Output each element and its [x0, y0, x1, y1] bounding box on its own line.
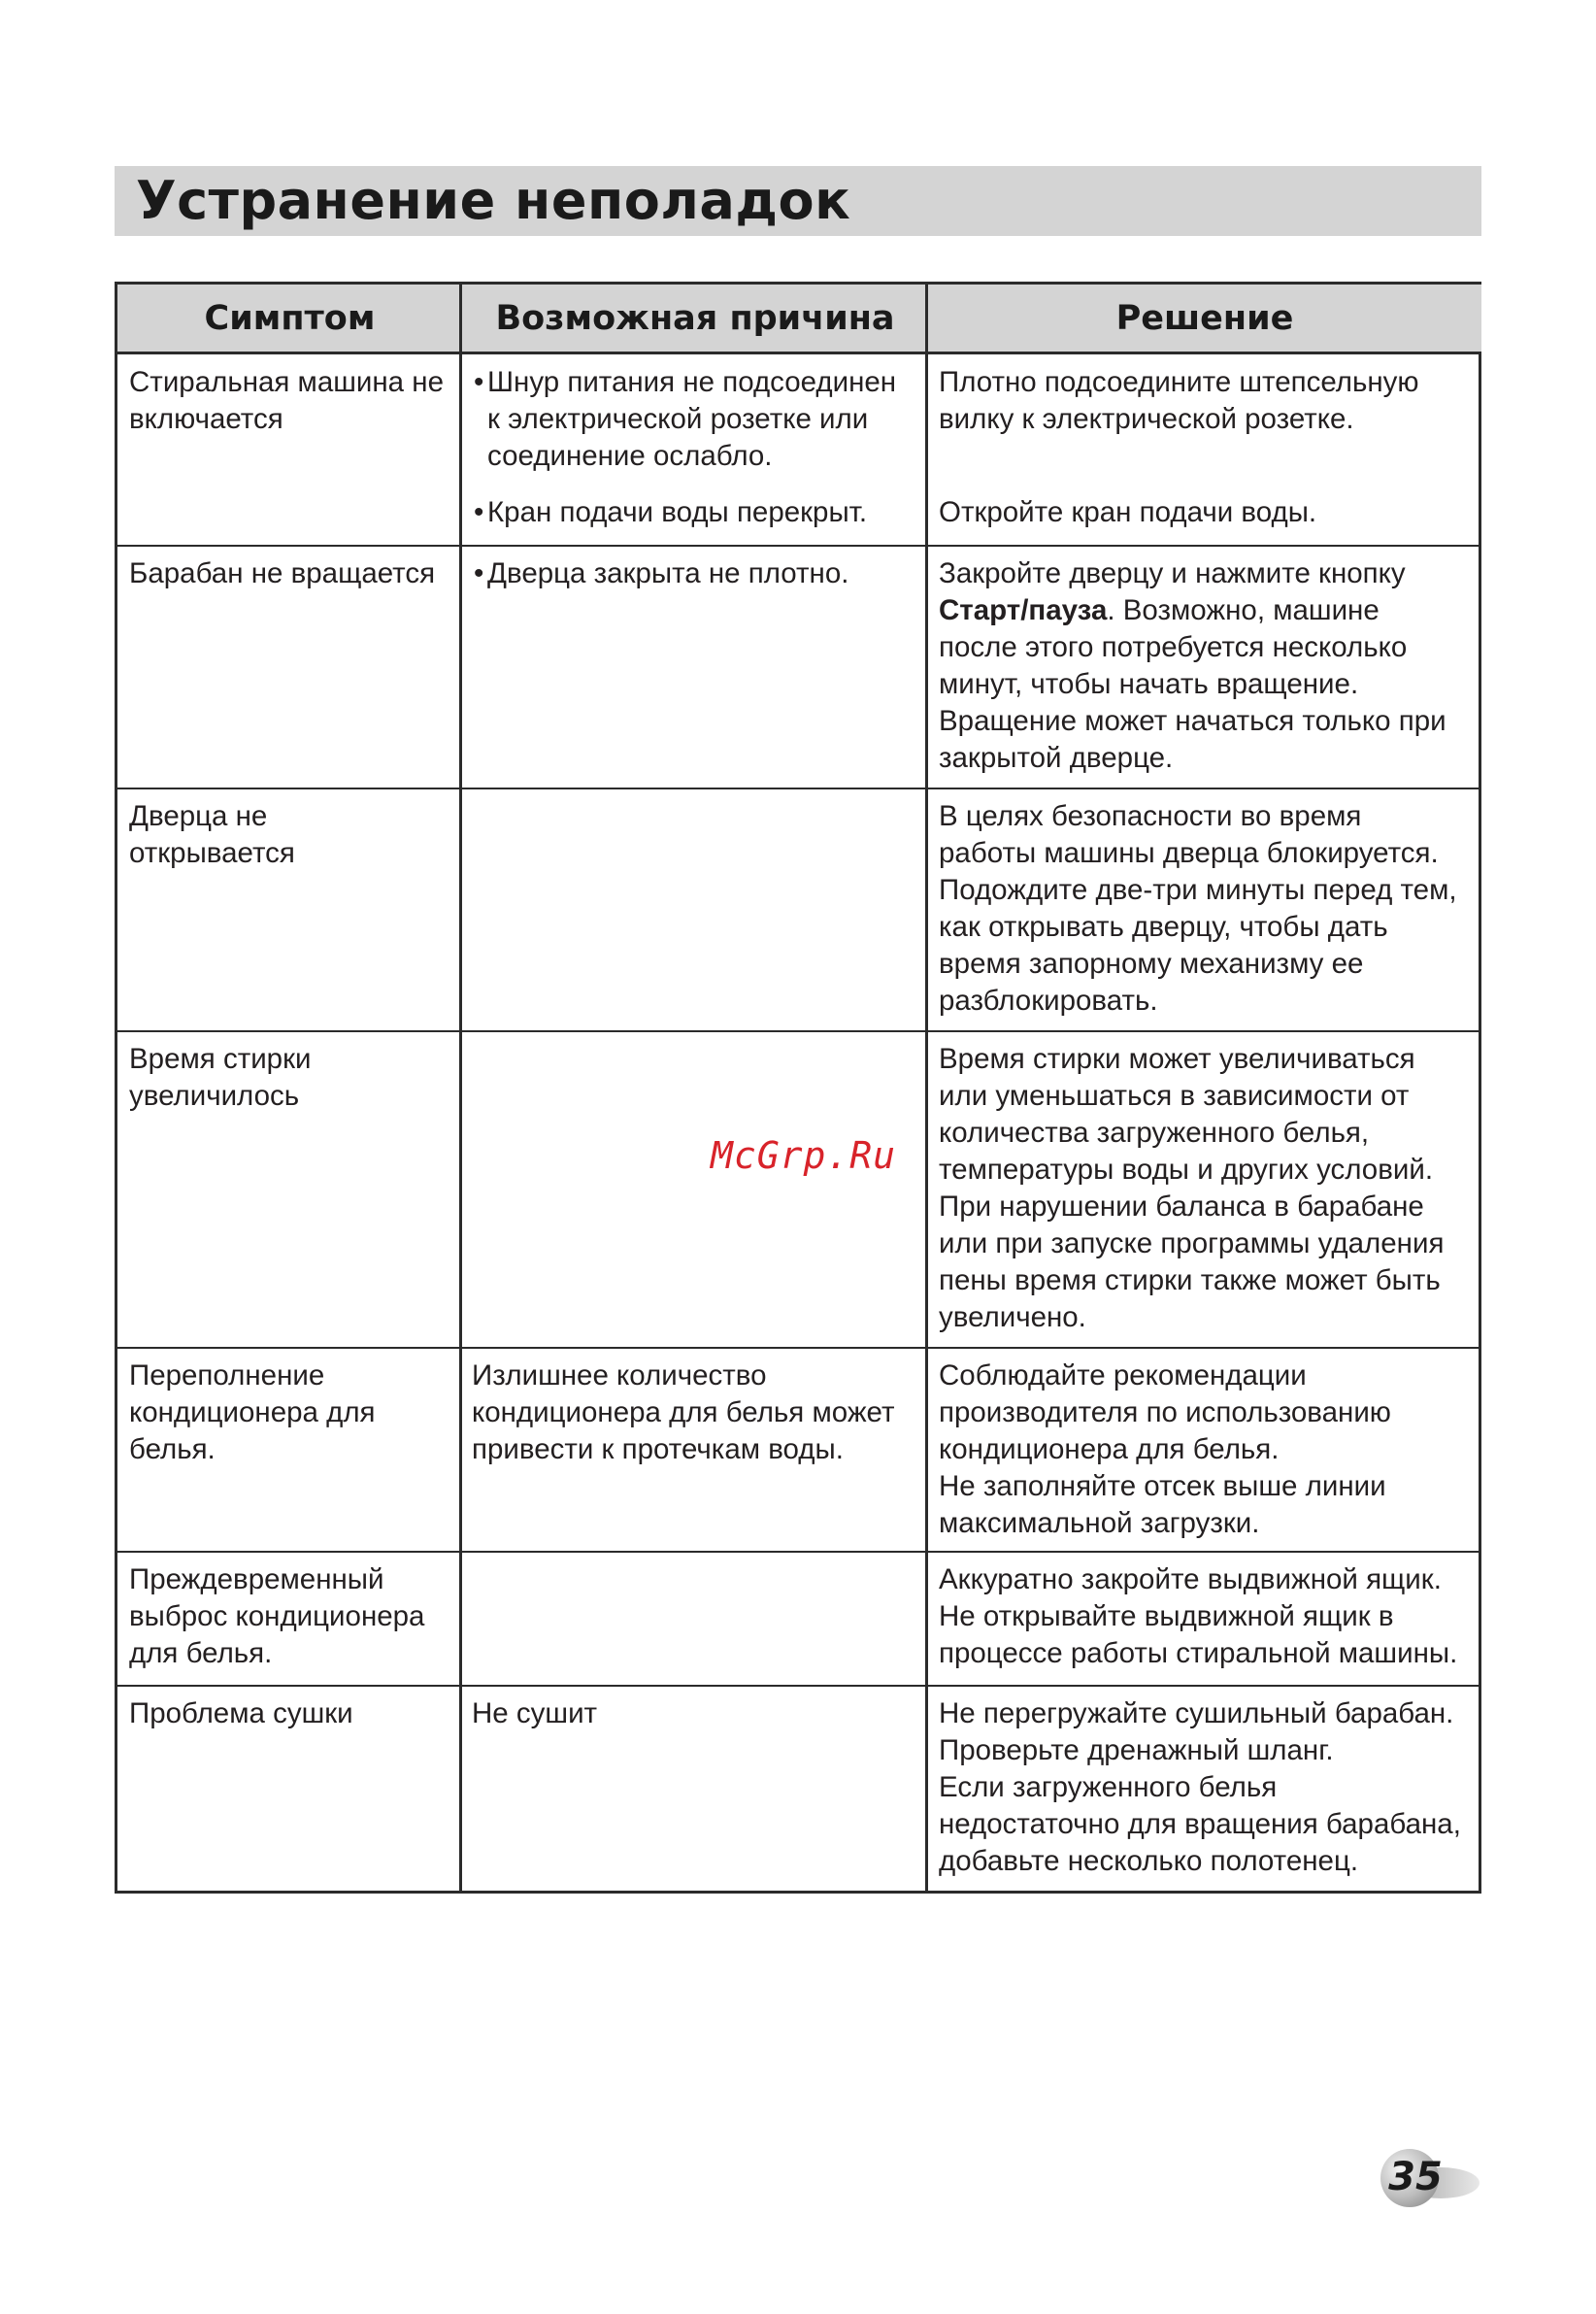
column-divider	[925, 285, 928, 1891]
text-line: Откройте кран подачи воды.	[939, 496, 1317, 528]
text-line: кондиционера для	[129, 1396, 376, 1428]
row7-symptom	[129, 1695, 353, 1732]
text-line: кондиционера для белья.	[939, 1433, 1280, 1465]
row6-solution	[939, 1561, 1457, 1672]
text-line: кондиционера для белья может	[472, 1396, 895, 1428]
text-line: как открывать дверцу, чтобы дать	[939, 911, 1388, 943]
row1-symptom	[129, 364, 444, 438]
text-line: Стиральная машина не	[129, 366, 444, 398]
header-solution: Решение	[928, 285, 1481, 354]
row-divider	[117, 1685, 1479, 1687]
text-line: Время стирки	[129, 1043, 312, 1075]
text-line: вилку к электрической розетке.	[939, 403, 1354, 435]
page-title: Устранение неполадок	[136, 170, 851, 231]
row1-cause-a	[474, 364, 896, 475]
page-number: 35	[1388, 2155, 1443, 2199]
text-line: При нарушении баланса в барабане	[939, 1191, 1424, 1223]
text-line: Дверца закрыта не плотно.	[487, 557, 849, 589]
troubleshooting-table	[115, 282, 1481, 1894]
text-line: Шнур питания не подсоединен	[487, 366, 897, 398]
text-line: Время стирки может увеличиваться	[939, 1043, 1415, 1075]
row4-solution	[939, 1041, 1444, 1336]
column-divider	[459, 285, 462, 1891]
page-title-bar	[115, 166, 1481, 236]
text-line: температуры воды и других условий.	[939, 1154, 1434, 1186]
row5-cause	[472, 1358, 895, 1468]
text-line: Кран подачи воды перекрыт.	[487, 496, 868, 528]
text-line: Проверьте дренажный шланг.	[939, 1734, 1334, 1766]
row4-symptom	[129, 1041, 311, 1115]
text-line: разблокировать.	[939, 985, 1158, 1017]
text-line: Переполнение	[129, 1359, 325, 1392]
text-line: добавьте несколько полотенец.	[939, 1845, 1359, 1877]
start-pause-label: Старт/пауза	[939, 594, 1108, 626]
text-line: производителя по использованию	[939, 1396, 1391, 1428]
row7-solution	[939, 1695, 1461, 1880]
text-line: или уменьшаться в зависимости от	[939, 1080, 1410, 1112]
row2-solution	[939, 555, 1446, 777]
row-divider	[117, 1551, 1479, 1553]
text-line: В целях безопасности во время	[939, 800, 1362, 832]
text-line: открывается	[129, 837, 295, 869]
text-line: максимальной загрузки.	[939, 1507, 1260, 1539]
text-line: процессе работы стиральной машины.	[939, 1637, 1458, 1669]
header-cause: Возможная причина	[462, 285, 928, 354]
bullet-icon: •	[474, 496, 484, 528]
row-divider	[117, 1030, 1479, 1032]
text-line: или при запуске программы удаления	[939, 1227, 1445, 1259]
header-symptom: Симптом	[117, 285, 462, 354]
text-line: включается	[129, 403, 283, 435]
text-line: к электрической розетке или	[487, 403, 869, 435]
text-line: пены время стирки также может быть	[939, 1264, 1441, 1296]
text-line: Проблема сушки	[129, 1697, 353, 1729]
text-line: соединение ослабло.	[487, 440, 773, 472]
text-line: Не перегружайте сушильный барабан.	[939, 1697, 1454, 1729]
bullet-icon: •	[474, 366, 484, 398]
row-divider	[117, 1347, 1479, 1349]
text-line: Соблюдайте рекомендации	[939, 1359, 1307, 1392]
watermark-text: McGrp.Ru	[711, 1134, 897, 1177]
text-line: для белья.	[129, 1637, 273, 1669]
text-line: Не заполняйте отсек выше линии	[939, 1470, 1386, 1502]
text-line: выброс кондиционера	[129, 1600, 425, 1632]
text-line: Если загруженного белья	[939, 1771, 1278, 1803]
row1-cause-b	[474, 494, 867, 531]
text-line: время запорному механизму ее	[939, 948, 1364, 980]
text-line: увеличилось	[129, 1080, 300, 1112]
text-line: привести к протечкам воды.	[472, 1433, 844, 1465]
text-line: Не открывайте выдвижной ящик в	[939, 1600, 1394, 1632]
row3-solution	[939, 798, 1457, 1020]
row2-symptom	[129, 555, 435, 592]
text-line: закрытой дверце.	[939, 742, 1174, 774]
text-line: Подождите две-три минуты перед тем,	[939, 874, 1457, 906]
text-line: Вращение может начаться только при	[939, 705, 1446, 737]
text-line: Барабан не вращается	[129, 557, 436, 589]
text-line: белья.	[129, 1433, 216, 1465]
text-line: увеличено.	[939, 1301, 1086, 1333]
row6-symptom	[129, 1561, 424, 1672]
row5-symptom	[129, 1358, 376, 1468]
text-line: минут, чтобы начать вращение.	[939, 668, 1359, 700]
row-divider	[117, 545, 1479, 547]
text-line: количества загруженного белья,	[939, 1117, 1370, 1149]
text-fragment: . Возможно, машине	[1107, 594, 1380, 626]
text-line: Излишнее количество	[472, 1359, 767, 1392]
text-line: после этого потребуется несколько	[939, 631, 1408, 663]
text-line: недостаточно для вращения барабана,	[939, 1808, 1461, 1840]
text-line: Закройте дверцу и нажмите кнопку	[939, 557, 1406, 589]
row-divider	[117, 788, 1479, 789]
text-line: работы машины дверца блокируется.	[939, 837, 1439, 869]
row2-cause	[474, 555, 848, 592]
text-line: Дверца не	[129, 800, 268, 832]
row1-solution-a	[939, 364, 1419, 438]
text-line: Плотно подсоедините штепсельную	[939, 366, 1419, 398]
bullet-icon: •	[474, 557, 484, 589]
row1-solution-b	[939, 494, 1316, 531]
text-line: Не сушит	[472, 1697, 598, 1729]
row7-cause	[472, 1695, 597, 1732]
text-line: Аккуратно закройте выдвижной ящик.	[939, 1563, 1442, 1595]
row3-symptom	[129, 798, 295, 872]
text-line: Преждевременный	[129, 1563, 384, 1595]
row5-solution	[939, 1358, 1391, 1542]
